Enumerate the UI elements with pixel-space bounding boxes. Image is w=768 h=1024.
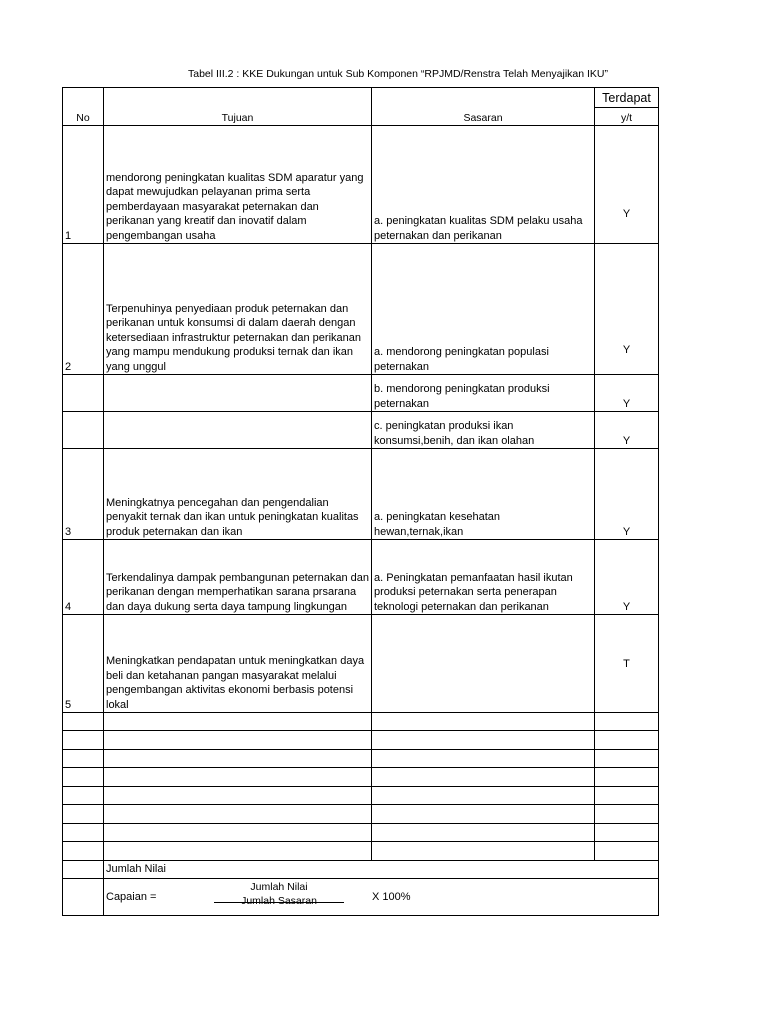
fraction	[214, 880, 344, 908]
header-yt: y/t	[595, 108, 659, 126]
table-row	[63, 615, 659, 713]
empty-row	[63, 750, 659, 768]
empty-row	[63, 768, 659, 787]
row-no: 2	[63, 244, 104, 375]
row-no	[63, 375, 104, 412]
fraction-denominator: Jumlah Sasaran	[241, 895, 317, 907]
row-tujuan	[104, 412, 372, 449]
table-row	[63, 412, 659, 449]
row-sasaran: a. mendorong peningkatan populasi peternakan	[372, 244, 595, 375]
row-terdapat: Y	[595, 540, 659, 615]
row-no: 5	[63, 615, 104, 713]
row-no: 1	[63, 126, 104, 244]
capaian-row	[63, 879, 659, 916]
row-tujuan: Terpenuhinya penyediaan produk peternakan dan perikanan untuk konsumsi di dalam daerah dengan ketersediaan infrastruktur peternakan dan perikanan yang mampu mendukung produksi ternak dan ikan yang unggul	[104, 244, 372, 375]
empty-row	[63, 713, 659, 731]
fraction-line	[214, 902, 344, 903]
table-row	[63, 449, 659, 540]
row-sasaran: b. mendorong peningkatan produksi peternakan	[372, 375, 595, 412]
row-no	[63, 412, 104, 449]
empty-row	[63, 842, 659, 861]
row-terdapat: Y	[595, 126, 659, 244]
empty-row	[63, 805, 659, 824]
row-sasaran: a. Peningkatan pemanfaatan hasil ikutan produksi peternakan serta penerapan teknologi peternakan dan perikanan	[372, 540, 595, 615]
header-sasaran: Sasaran	[372, 88, 595, 126]
header-terdapat: Terdapat	[595, 88, 659, 108]
empty-row	[63, 824, 659, 842]
row-terdapat: Y	[595, 375, 659, 412]
jumlah-nilai-label: Jumlah Nilai	[104, 861, 659, 879]
fraction-numerator: Jumlah Nilai	[250, 881, 308, 893]
row-terdapat: Y	[595, 412, 659, 449]
row-tujuan: mendorong peningkatan kualitas SDM aparatur yang dapat mewujudkan pelayanan prima serta pemberdayaan masyarakat peternakan dan perikanan yang kreatif dan inovatif dalam pengembangan usaha	[104, 126, 372, 244]
table-row	[63, 375, 659, 412]
row-tujuan	[104, 375, 372, 412]
table-row	[63, 244, 659, 375]
kke-table	[62, 87, 659, 916]
row-sasaran	[372, 615, 595, 713]
row-sasaran: c. peningkatan produksi ikan konsumsi,benih, dan ikan olahan	[372, 412, 595, 449]
empty-row	[63, 787, 659, 805]
header-no: No	[63, 88, 104, 126]
row-terdapat: T	[595, 615, 659, 713]
row-no: 3	[63, 449, 104, 540]
row-terdapat: Y	[595, 244, 659, 375]
table-row	[63, 126, 659, 244]
row-tujuan: Terkendalinya dampak pembangunan peternakan dan perikanan dengan memperhatikan sarana prsarana dan daya dukung serta daya tampung lingkungan	[104, 540, 372, 615]
table-row	[63, 540, 659, 615]
capaian-formula	[106, 879, 656, 915]
capaian-label: Capaian =	[106, 891, 157, 903]
row-sasaran: a. peningkatan kualitas SDM pelaku usaha peternakan dan perikanan	[372, 126, 595, 244]
header-tujuan: Tujuan	[104, 88, 372, 126]
row-tujuan: Meningkatnya pencegahan dan pengendalian penyakit ternak dan ikan untuk peningkatan kualitas produk peternakan dan ikan	[104, 449, 372, 540]
jumlah-nilai-row	[63, 861, 659, 879]
row-no: 4	[63, 540, 104, 615]
row-terdapat: Y	[595, 449, 659, 540]
row-sasaran: a. peningkatan kesehatan hewan,ternak,ikan	[372, 449, 595, 540]
capaian-multiplier: X 100%	[372, 891, 411, 903]
table-title: Tabel III.2 : KKE Dukungan untuk Sub Komponen “RPJMD/Renstra Telah Menyajikan IKU”	[187, 68, 609, 80]
empty-row	[63, 731, 659, 750]
row-tujuan: Meningkatkan pendapatan untuk meningkatkan daya beli dan ketahanan pangan masyarakat melalui pengembangan aktivitas ekonomi berbasis potensi lokal	[104, 615, 372, 713]
